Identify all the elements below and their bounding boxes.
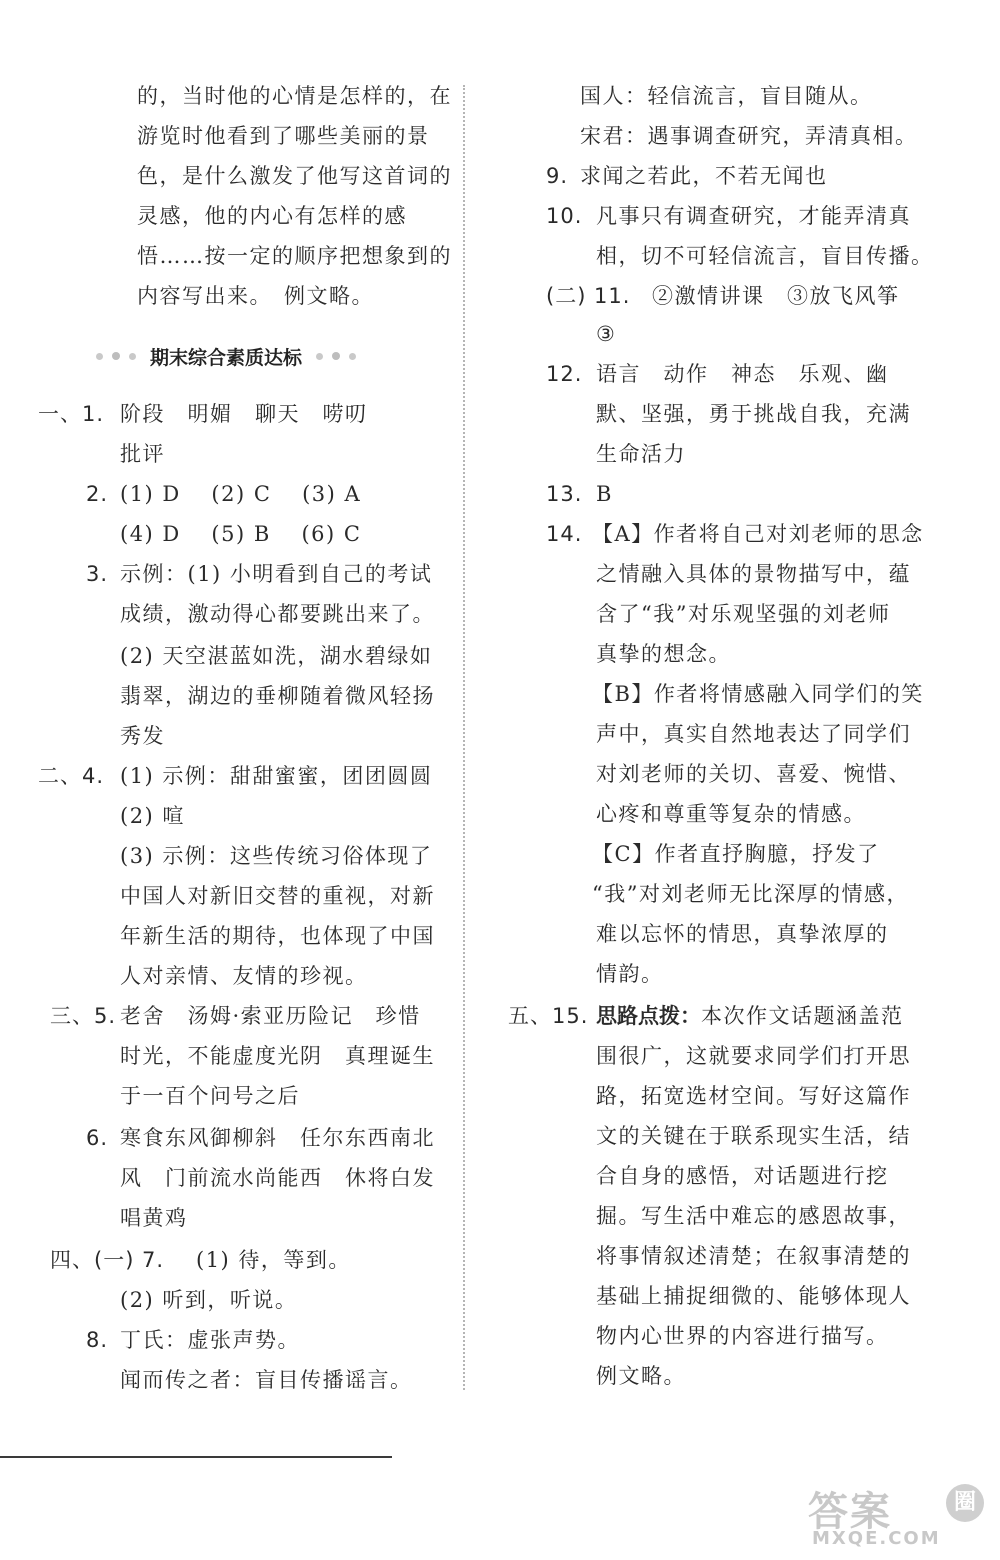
answer-line: 例文略。 xyxy=(596,1364,686,1388)
intro-line: 灵感，他的内心有怎样的感 xyxy=(137,204,407,228)
answer-line xyxy=(596,996,904,1036)
answer-line: 难以忘怀的情思，真挚浓厚的 xyxy=(596,922,889,946)
answer-line: 合自身的感悟，对话题进行挖 xyxy=(596,1164,889,1188)
answer-line: ②激情讲课 ③放飞风筝 xyxy=(652,284,900,308)
section-title xyxy=(96,336,396,376)
answer-line: 真挚的想念。 xyxy=(596,642,731,666)
dot-icon xyxy=(316,353,323,360)
answer-line: 声中，真实自然地表达了同学们 xyxy=(596,722,911,746)
question-label: 6. xyxy=(86,1126,109,1150)
answer-line: 人对亲情、友情的珍视。 xyxy=(120,964,368,988)
watermark-logo xyxy=(808,1480,988,1552)
intro-line: 的，当时他的心情是怎样的，在 xyxy=(137,84,452,108)
dot-icon xyxy=(332,352,340,360)
answer-line: (4) D (5) B (6) C xyxy=(120,522,362,546)
answer-line: 默、坚强，勇于挑战自我，充满 xyxy=(596,402,911,426)
question-label: 12. xyxy=(546,362,583,386)
answer-line: (2) 天空湛蓝如洗，湖水碧绿如 xyxy=(120,644,433,668)
answer-line: 求闻之若此，不若无闻也 xyxy=(580,164,828,188)
answer-line: 宋君：遇事调查研究，弄清真相。 xyxy=(580,124,918,148)
question-label: 14. xyxy=(546,522,583,546)
answer-line: 之情融入具体的景物描写中，蕴 xyxy=(596,562,911,586)
answer-line: 【A】作者将自己对刘老师的思念 xyxy=(592,522,924,546)
answer-line: 将事情叙述清楚；在叙事清楚的 xyxy=(596,1244,911,1268)
question-label: 13. xyxy=(546,482,583,506)
answer-line: 凡事只有调查研究，才能弄清真 xyxy=(596,204,911,228)
intro-line: 悟……按一定的顺序把想象到的 xyxy=(137,244,452,268)
footer-rule xyxy=(0,1456,392,1458)
answer-line: 路，拓宽选材空间。写好这篇作 xyxy=(596,1084,911,1108)
answer-line: B xyxy=(596,482,613,506)
question-label: 3. xyxy=(86,562,109,586)
section-title-text: 期末综合素质达标 xyxy=(150,346,303,369)
hint-first-text: 本次作文话题涵盖范 xyxy=(701,1004,904,1028)
answer-line: 翡翠，湖边的垂柳随着微风轻扬 xyxy=(120,684,435,708)
question-label: 五、15. xyxy=(508,1004,589,1028)
answer-line: 物内心世界的内容进行描写。 xyxy=(596,1324,889,1348)
intro-line: 色，是什么激发了他写这首词的 xyxy=(137,164,452,188)
question-label: 一、1. xyxy=(38,402,105,426)
answer-line: 示例：(1) 小明看到自己的考试 xyxy=(120,562,433,586)
answer-line: 相，切不可轻信流言，盲目传播。 xyxy=(596,244,934,268)
title-dots-left xyxy=(96,352,136,360)
question-label: 四、(一) 7. xyxy=(50,1248,165,1272)
dot-icon xyxy=(112,352,120,360)
dot-icon xyxy=(129,353,136,360)
question-label: 10. xyxy=(546,204,583,228)
answer-line: (2) 听到，听说。 xyxy=(120,1288,298,1312)
answer-line: “我”对刘老师无比深厚的情感， xyxy=(592,882,909,906)
answer-line: 秀发 xyxy=(120,724,165,748)
answer-line: (1) D (2) C (3) A xyxy=(120,482,362,506)
answer-line: 含了“我”对乐观坚强的刘老师 xyxy=(596,602,891,626)
answer-line: ③ xyxy=(596,322,617,346)
question-label: 8. xyxy=(86,1328,109,1352)
title-dots-right xyxy=(316,352,356,360)
dot-icon xyxy=(349,353,356,360)
answer-line: 围很广，这就要求同学们打开思 xyxy=(596,1044,911,1068)
watermark-site: MXQE.COM xyxy=(812,1528,941,1549)
answer-line: 于一百个问号之后 xyxy=(120,1084,300,1108)
question-label: 二、4. xyxy=(38,764,105,788)
answer-line: 丁氏：虚张声势。 xyxy=(120,1328,300,1352)
question-label: 2. xyxy=(86,482,109,506)
answer-line: 批评 xyxy=(120,442,165,466)
answer-line: 寒食东风御柳斜 任尔东西南北 xyxy=(120,1126,435,1150)
answer-line: 【C】作者直抒胸臆，抒发了 xyxy=(592,842,880,866)
answer-line: 闻而传之者：盲目传播谣言。 xyxy=(120,1368,413,1392)
answer-line: (3) 示例：这些传统习俗体现了 xyxy=(120,844,433,868)
answer-line: 时光，不能虚度光阴 真理诞生 xyxy=(120,1044,435,1068)
column-divider xyxy=(463,85,465,1390)
question-label: (二) 11. xyxy=(546,284,631,308)
answer-line: 基础上捕捉细微的、能够体现人 xyxy=(596,1284,911,1308)
answer-line: 唱黄鸡 xyxy=(120,1206,188,1230)
answer-line: 语言 动作 神态 乐观、幽 xyxy=(596,362,889,386)
answer-line: 阶段 明媚 聊天 唠叨 xyxy=(120,402,368,426)
watermark-badge-icon: 圈 xyxy=(946,1484,984,1522)
answer-line: 掘。写生活中难忘的感恩故事， xyxy=(596,1204,911,1228)
question-label: 三、5. xyxy=(50,1004,117,1028)
question-label: 9. xyxy=(546,164,569,188)
dot-icon xyxy=(96,353,103,360)
answer-line: 对刘老师的关切、喜爱、惋惜、 xyxy=(596,762,911,786)
answer-line: 文的关键在于联系现实生活，结 xyxy=(596,1124,911,1148)
answer-line: 风 门前流水尚能西 休将白发 xyxy=(120,1166,435,1190)
answer-line: (1) 示例：甜甜蜜蜜，团团圆圆 xyxy=(120,764,433,788)
answer-line: 【B】作者将情感融入同学们的笑 xyxy=(592,682,924,706)
answer-line: 中国人对新旧交替的重视，对新 xyxy=(120,884,435,908)
answer-line: 成绩，激动得心都要跳出来了。 xyxy=(120,602,435,626)
answer-line: (1) 待，等到。 xyxy=(196,1248,351,1272)
answer-line: (2) 喧 xyxy=(120,804,185,828)
answer-line: 生命活力 xyxy=(596,442,686,466)
watermark-text: 答案 xyxy=(808,1489,892,1535)
answer-line: 国人：轻信流言，盲目随从。 xyxy=(580,84,873,108)
answer-line: 心疼和尊重等复杂的情感。 xyxy=(596,802,866,826)
answer-line: 老舍 汤姆·索亚历险记 珍惜 xyxy=(120,1004,421,1028)
intro-line: 游览时他看到了哪些美丽的景 xyxy=(137,124,430,148)
hint-heading: 思路点拨： xyxy=(596,1004,701,1028)
answer-line: 年新生活的期待，也体现了中国 xyxy=(120,924,435,948)
answer-line: 情韵。 xyxy=(596,962,664,986)
intro-line: 内容写出来。 例文略。 xyxy=(137,284,374,308)
